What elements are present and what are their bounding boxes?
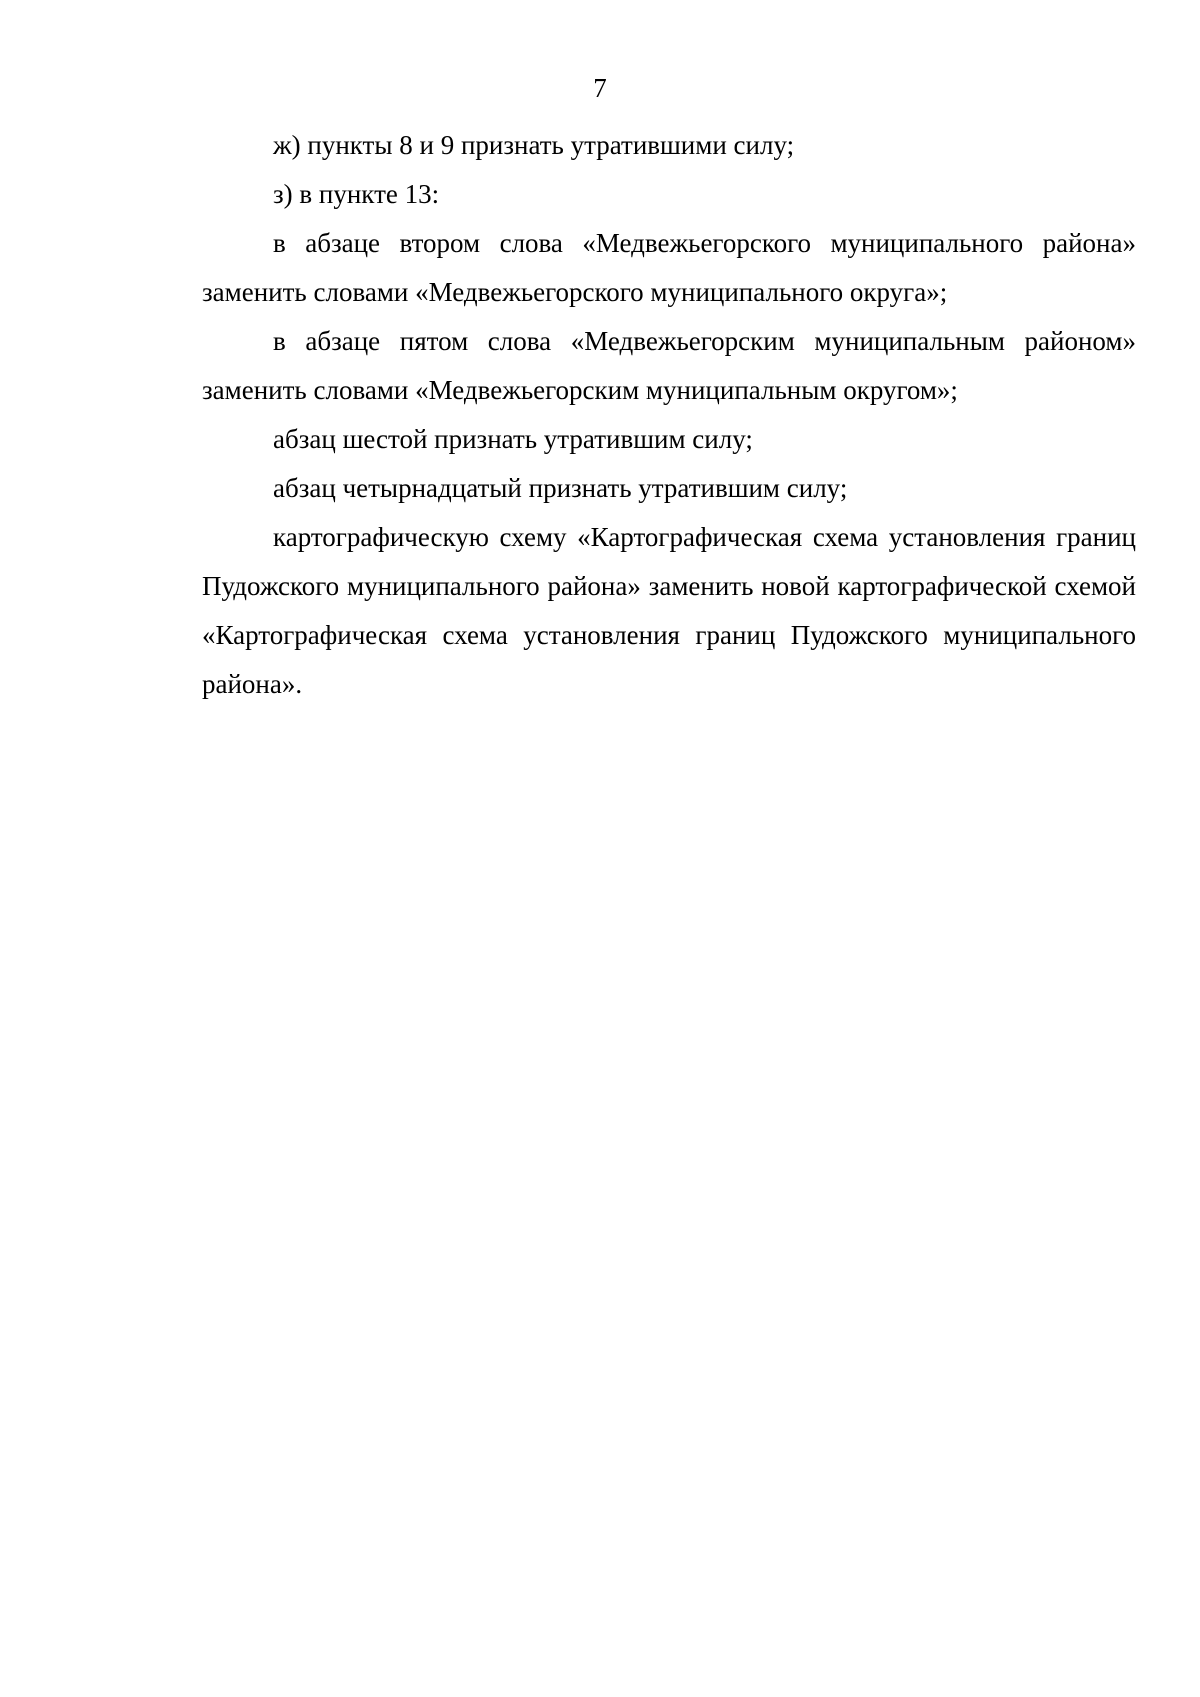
paragraph-item-zh: ж) пункты 8 и 9 признать утратившими силу; — [273, 130, 795, 160]
paragraph-second-abzac: в абзаце втором слова «Медвежьегорского муниципального района» заменить словами «Медвежьегорского муниципального округа»; — [202, 228, 1136, 307]
paragraph-fifth-abzac: в абзаце пятом слова «Медвежьегорским муниципальным районом» заменить словами «Медвежьегорским муниципальным округом»; — [202, 326, 1136, 405]
paragraph-sixth-abzac: абзац шестой признать утратившим силу; — [273, 424, 753, 454]
page-number: 7 — [593, 73, 607, 103]
paragraph-fourteenth-abzac: абзац четырнадцатый признать утратившим силу; — [273, 473, 848, 503]
paragraph-item-z: з) в пункте 13: — [273, 179, 440, 209]
document-body — [202, 121, 1136, 709]
paragraph-cartographic-scheme: картографическую схему «Картографическая схема установления границ Пудожского муниципального района» заменить новой картографической схемой «Картографическая схема установления границ Пудожского муниципального района». — [202, 522, 1136, 699]
